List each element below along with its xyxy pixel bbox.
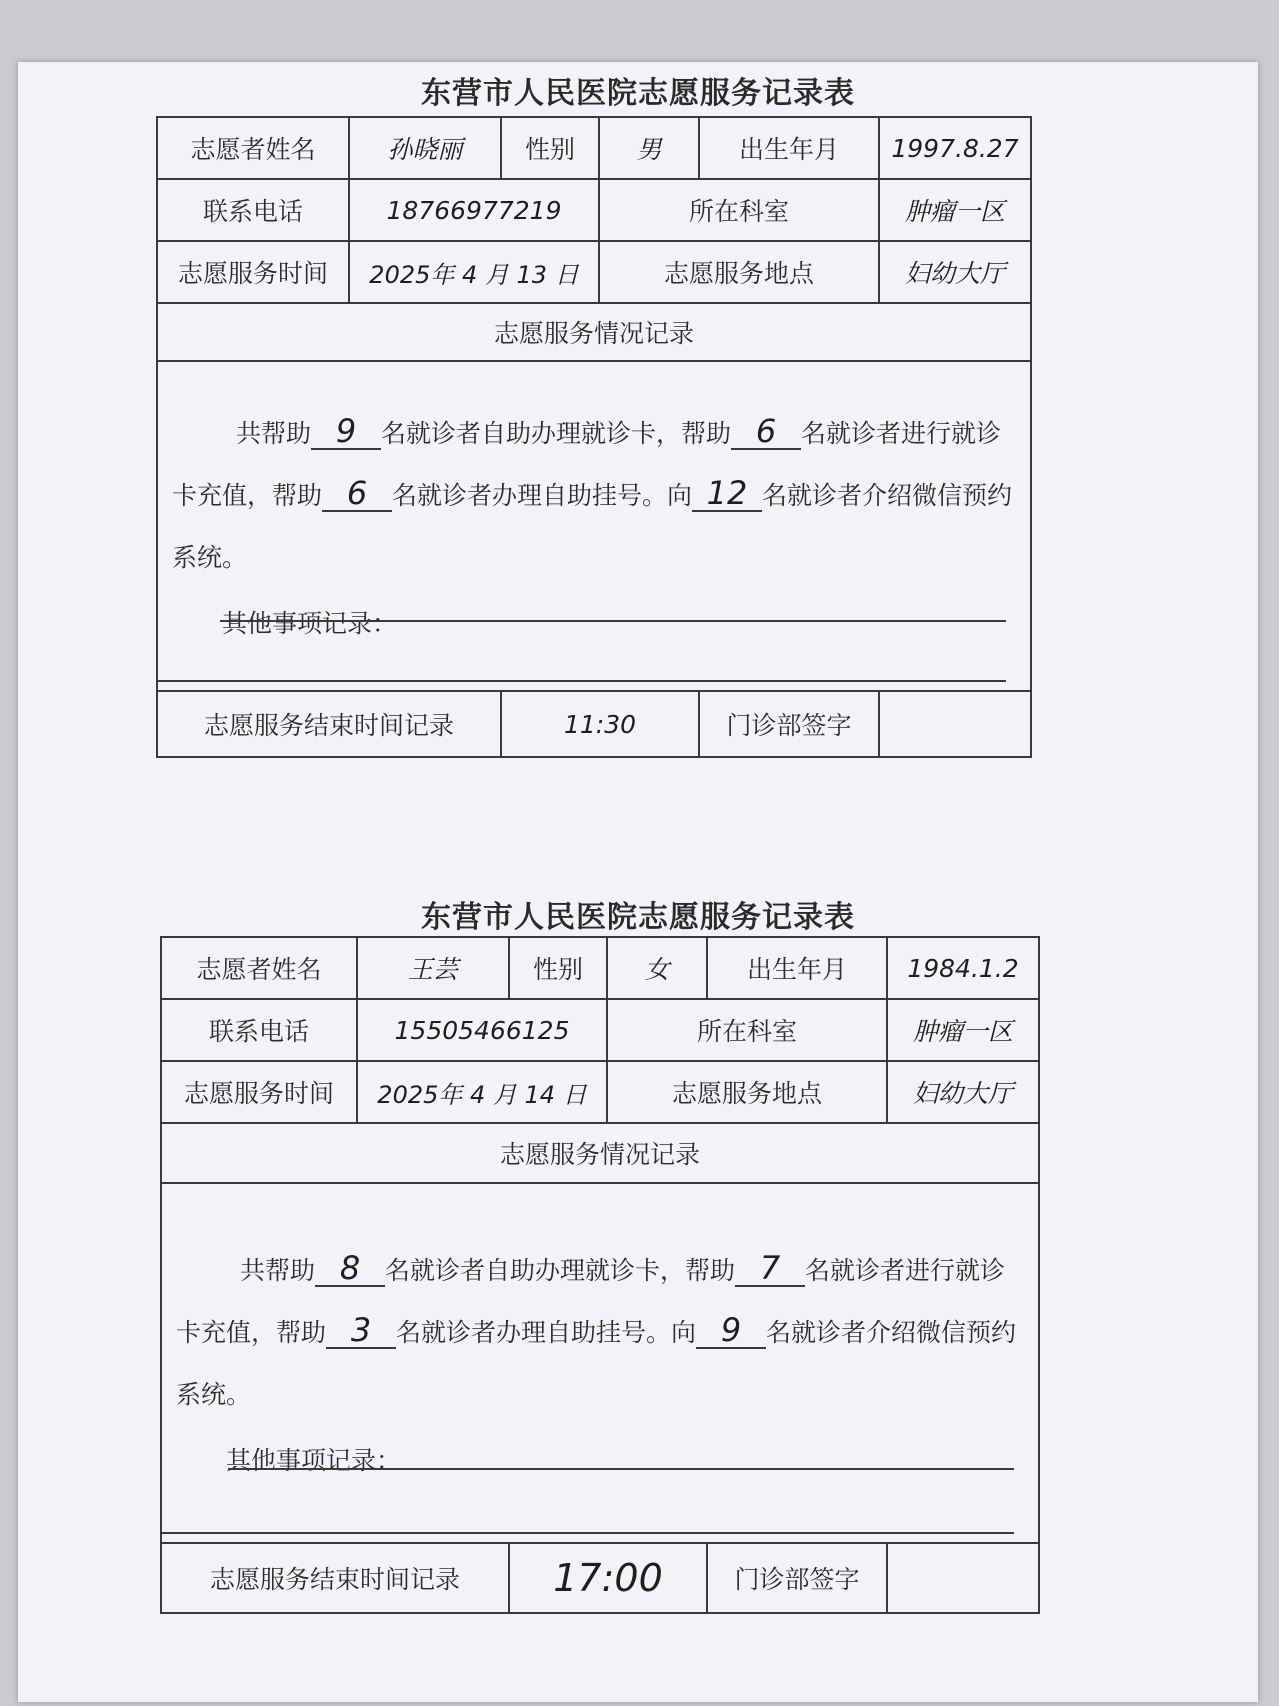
end-time-value[interactable]: 17:00 — [509, 1543, 707, 1613]
sign-value[interactable] — [879, 691, 1031, 757]
notes-line[interactable] — [158, 680, 1006, 682]
dept-value[interactable]: 肿瘤一区 — [887, 999, 1039, 1061]
blank-recharge-count[interactable]: 6 — [731, 414, 801, 450]
record-body — [161, 1183, 1039, 1543]
end-time-value[interactable]: 11:30 — [501, 691, 699, 757]
volunteer-form-2 — [18, 892, 1258, 1702]
blank-card-count[interactable]: 9 — [311, 414, 381, 450]
record-text-1: 共帮助 — [236, 419, 312, 448]
gender-label: 性别 — [501, 117, 599, 179]
form-table — [156, 116, 1032, 758]
name-label: 志愿者姓名 — [161, 937, 357, 999]
birth-label: 出生年月 — [707, 937, 887, 999]
birth-value[interactable]: 1984.1.2 — [887, 937, 1039, 999]
service-time-value[interactable]: 2025年 4 月 14 日 — [357, 1061, 607, 1123]
gender-value[interactable]: 女 — [607, 937, 707, 999]
form-table — [160, 936, 1040, 1614]
record-section-head: 志愿服务情况记录 — [161, 1123, 1039, 1183]
birth-value[interactable]: 1997.8.27 — [879, 117, 1031, 179]
gender-value[interactable]: 男 — [599, 117, 699, 179]
blank-wechat-count[interactable]: 9 — [696, 1313, 766, 1349]
phone-label: 联系电话 — [161, 999, 357, 1061]
service-time-label: 志愿服务时间 — [161, 1061, 357, 1123]
blank-card-count[interactable]: 8 — [315, 1251, 385, 1287]
sign-label: 门诊部签字 — [699, 691, 879, 757]
blank-register-count[interactable]: 3 — [326, 1313, 396, 1349]
record-text-5: 名就诊者介绍微信预约系统。 — [176, 1318, 1017, 1409]
birth-label: 出生年月 — [699, 117, 879, 179]
record-text-5: 名就诊者介绍微信预约系统。 — [172, 481, 1013, 572]
record-text-3: 名就诊者进行就诊卡充值，帮助 — [172, 419, 1002, 510]
record-text-4: 名就诊者办理自助挂号。向 — [396, 1318, 697, 1347]
dept-label: 所在科室 — [599, 179, 879, 241]
sign-label: 门诊部签字 — [707, 1543, 887, 1613]
blank-register-count[interactable]: 6 — [322, 476, 392, 512]
record-text-2: 名就诊者自助办理就诊卡，帮助 — [381, 419, 732, 448]
form-title: 东营市人民医院志愿服务记录表 — [421, 900, 855, 935]
record-body — [157, 361, 1031, 691]
notes-line[interactable] — [220, 620, 1006, 622]
service-place-value[interactable]: 妇幼大厅 — [879, 241, 1031, 303]
paper-sheet — [18, 62, 1258, 1702]
record-paragraph — [158, 397, 1030, 589]
end-time-label: 志愿服务结束时间记录 — [161, 1543, 509, 1613]
record-text-4: 名就诊者办理自助挂号。向 — [392, 481, 693, 510]
gender-label: 性别 — [509, 937, 607, 999]
phone-value[interactable]: 18766977219 — [349, 179, 599, 241]
record-text-1: 共帮助 — [240, 1256, 316, 1285]
name-label: 志愿者姓名 — [157, 117, 349, 179]
notes-line[interactable] — [162, 1532, 1014, 1534]
service-place-label: 志愿服务地点 — [607, 1061, 887, 1123]
notes-line[interactable] — [228, 1468, 1014, 1470]
blank-wechat-count[interactable]: 12 — [692, 476, 762, 512]
form-title: 东营市人民医院志愿服务记录表 — [421, 76, 855, 111]
end-time-label: 志愿服务结束时间记录 — [157, 691, 501, 757]
service-place-label: 志愿服务地点 — [599, 241, 879, 303]
sign-value[interactable] — [887, 1543, 1039, 1613]
record-text-3: 名就诊者进行就诊卡充值，帮助 — [176, 1256, 1006, 1347]
name-value[interactable]: 王芸 — [357, 937, 509, 999]
other-notes-label: 其他事项记录： — [226, 1446, 402, 1475]
dept-value[interactable]: 肿瘤一区 — [879, 179, 1031, 241]
volunteer-form-1 — [18, 62, 1258, 822]
service-time-value[interactable]: 2025年 4 月 13 日 — [349, 241, 599, 303]
phone-label: 联系电话 — [157, 179, 349, 241]
service-time-label: 志愿服务时间 — [157, 241, 349, 303]
record-text-2: 名就诊者自助办理就诊卡，帮助 — [385, 1256, 736, 1285]
service-place-value[interactable]: 妇幼大厅 — [887, 1061, 1039, 1123]
record-paragraph — [162, 1234, 1038, 1426]
other-notes-label: 其他事项记录： — [222, 609, 398, 638]
dept-label: 所在科室 — [607, 999, 887, 1061]
record-section-head: 志愿服务情况记录 — [157, 303, 1031, 361]
name-value[interactable]: 孙晓丽 — [349, 117, 501, 179]
phone-value[interactable]: 15505466125 — [357, 999, 607, 1061]
blank-recharge-count[interactable]: 7 — [735, 1251, 805, 1287]
